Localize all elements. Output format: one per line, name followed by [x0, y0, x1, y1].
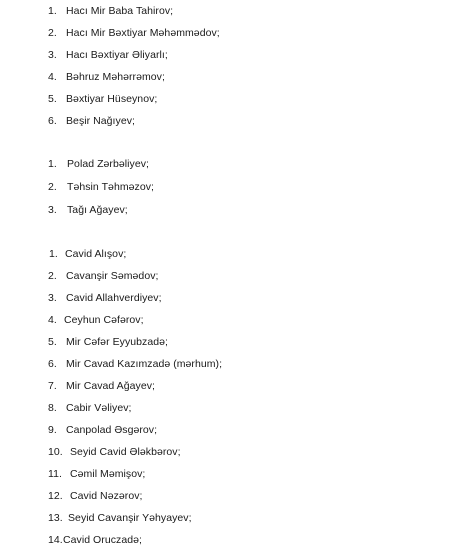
item-name: Ceyhun Cəfərov; [64, 314, 144, 326]
list-item [0, 70, 165, 84]
item-name: Seyid Cavid Ələkbərov; [70, 446, 181, 458]
list-item [0, 379, 155, 393]
item-number: 9. [48, 424, 57, 436]
list-item [0, 467, 145, 481]
item-name: Cavid Nəzərov; [70, 490, 143, 502]
item-name: Mir Cavad Ağayev; [66, 380, 155, 392]
list-item [0, 313, 144, 327]
item-number: 1. [48, 158, 57, 170]
list-item [0, 489, 142, 503]
item-name: Beşir Nağıyev; [66, 115, 135, 127]
item-number: 6. [48, 358, 57, 370]
item-name: Cavid Oruczadə; [63, 534, 142, 546]
item-number: 8. [48, 402, 57, 414]
list-item [0, 335, 168, 349]
list-item [0, 92, 157, 106]
list-item [0, 48, 168, 62]
item-name: Təhsin Təhməzov; [67, 181, 154, 193]
item-number: 11. [48, 468, 62, 480]
item-name: Tağı Ağayev; [67, 204, 128, 216]
list-item [0, 4, 173, 18]
list-item [0, 357, 222, 371]
item-number: 10. [48, 446, 63, 458]
list-item [0, 291, 162, 305]
list-item [0, 26, 220, 40]
item-name: Cavanşir Səmədov; [66, 270, 159, 282]
item-name: Cavid Allahverdiyev; [66, 292, 162, 304]
list-item [0, 203, 128, 217]
item-name: Bəxtiyar Hüseynov; [66, 93, 158, 105]
item-name: Hacı Bəxtiyar Əliyarlı; [66, 49, 168, 61]
item-number: 12. [48, 490, 63, 502]
item-number: 2. [48, 181, 57, 193]
item-number: 5. [48, 336, 57, 348]
list-item [0, 423, 157, 437]
item-name: Canpolad Əsgərov; [66, 424, 158, 436]
list-item [0, 445, 181, 459]
item-number: 3. [48, 292, 57, 304]
item-name: Bəhruz Məhərrəmov; [66, 71, 165, 83]
item-name: Seyid Cavanşir Yəhyayev; [68, 512, 192, 524]
item-name: Hacı Mir Baba Tahirov; [66, 5, 174, 17]
list-item [0, 269, 158, 283]
list-item [0, 533, 142, 547]
item-number: 13. [48, 512, 63, 524]
list-item [0, 180, 154, 194]
item-name: Mir Cavad Kazımzadə (mərhum); [66, 358, 223, 370]
list-item [0, 157, 149, 171]
item-number: 4. [48, 314, 57, 326]
item-name: Polad Zərbəliyev; [67, 158, 149, 170]
item-number: 1. [48, 5, 57, 17]
item-number: 7. [48, 380, 57, 392]
item-number: 5. [48, 93, 57, 105]
item-name: Mir Cəfər Eyyubzadə; [66, 336, 168, 348]
item-number: 2. [48, 270, 57, 282]
item-number: 3. [48, 204, 57, 216]
list-item [0, 401, 131, 415]
item-name: Hacı Mir Bəxtiyar Məhəmmədov; [66, 27, 220, 39]
item-number: 4. [48, 71, 57, 83]
item-number: 3. [48, 49, 57, 61]
item-number: 1. [49, 248, 58, 260]
item-number: 6. [48, 115, 57, 127]
item-number: 2. [48, 27, 57, 39]
item-number: 14. [48, 534, 63, 546]
list-item [0, 114, 135, 128]
list-item [0, 247, 126, 261]
item-name: Cabir Vəliyev; [66, 402, 132, 414]
item-name: Cavid Alışov; [65, 248, 127, 260]
item-name: Cəmil Məmişov; [70, 468, 146, 480]
list-item [0, 511, 192, 525]
